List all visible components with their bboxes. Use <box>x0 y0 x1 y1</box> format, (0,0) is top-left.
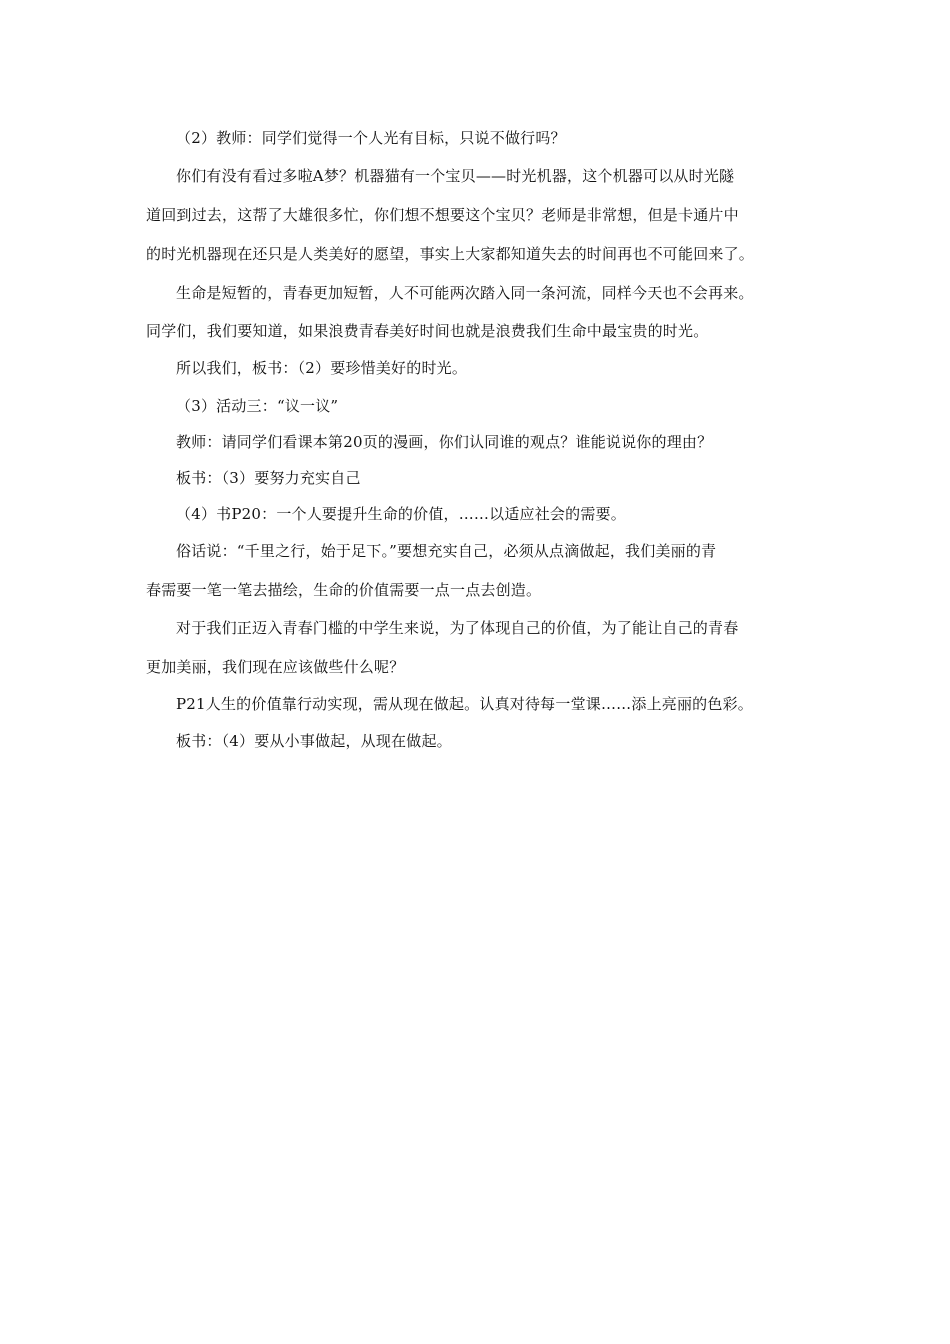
paragraph-line-5: 生命是短暂的，青春更加短暂，人不可能两次踏入同一条河流，同样今天也不会再来。 <box>176 284 754 302</box>
paragraph-line-7: 所以我们，板书：（2）要珍惜美好的时光。 <box>176 359 468 377</box>
paragraph-line-17: 板书：（4）要从小事做起，从现在做起。 <box>176 732 452 750</box>
paragraph-line-13: 春需要一笔一笔去描绘，生命的价值需要一点一点去创造。 <box>146 581 542 599</box>
paragraph-line-10: 板书：（3）要努力充实自己 <box>176 469 361 487</box>
paragraph-line-14: 对于我们正迈入青春门槛的中学生来说，为了体现自己的价值，为了能让自己的青春 <box>176 619 739 637</box>
paragraph-line-11: （4）书P20：一个人要提升生命的价值，……以适应社会的需要。 <box>176 505 626 523</box>
paragraph-line-6: 同学们，我们要知道，如果浪费青春美好时间也就是浪费我们生命中最宝贵的时光。 <box>146 322 709 340</box>
paragraph-line-2: 你们有没有看过多啦A梦？机器猫有一个宝贝——时光机器，这个机器可以从时光隧 <box>176 167 735 185</box>
paragraph-line-16: P21人生的价值靠行动实现，需从现在做起。认真对待每一堂课……添上亮丽的色彩。 <box>176 695 753 713</box>
paragraph-line-9: 教师：请同学们看课本第20页的漫画，你们认同谁的观点？谁能说说你的理由？ <box>176 433 713 451</box>
paragraph-line-3: 道回到过去，这帮了大雄很多忙，你们想不想要这个宝贝？老师是非常想，但是卡通片中 <box>146 206 739 224</box>
paragraph-line-4: 的时光机器现在还只是人类美好的愿望，事实上大家都知道失去的时间再也不可能回来了。 <box>146 245 755 263</box>
paragraph-line-1: （2）教师：同学们觉得一个人光有目标，只说不做行吗？ <box>176 129 566 147</box>
paragraph-line-12: 俗话说：“千里之行，始于足下。”要想充实自己，必须从点滴做起，我们美丽的青 <box>176 542 717 560</box>
paragraph-line-15: 更加美丽，我们现在应该做些什么呢？ <box>146 658 405 676</box>
paragraph-line-8: （3）活动三：“议一议” <box>176 397 339 415</box>
